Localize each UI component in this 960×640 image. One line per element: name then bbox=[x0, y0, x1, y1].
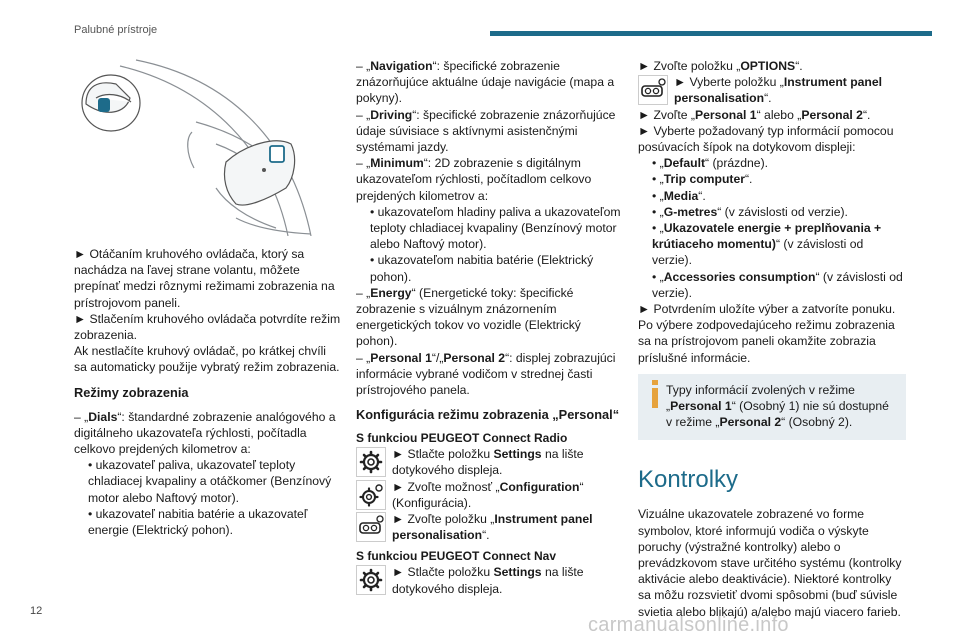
step-settings-nav: ► Stlačte položku Settings na lište dotykového displeja. bbox=[356, 564, 624, 596]
step-instrument-panel: ► Zvoľte položku „Instrument panel personalisation“. bbox=[356, 511, 624, 543]
instruction-press: ► Stlačením kruhového ovládača potvrdíte režim zobrazenia. bbox=[74, 311, 341, 343]
section-heading-modes: Režimy zobrazenia bbox=[74, 384, 189, 400]
info-icon bbox=[650, 380, 660, 408]
step-select-personal: ► Zvoľte „Personal 1“ alebo „Personal 2“. bbox=[638, 107, 871, 122]
mode-personal: – „Personal 1“/„Personal 2“: displej zobrazujúci informácie vybrané vodičom v strednej časti prístrojového panela. bbox=[356, 350, 616, 398]
step-options: ► Zvoľte položku „OPTIONS“. bbox=[638, 59, 803, 73]
list-item: • ukazovateľ nabitia batérie a ukazovateľ energie (Elektrický pohon). bbox=[88, 506, 308, 538]
step-settings-radio: ► Stlačte položku Settings na lište dotykového displeja. bbox=[356, 446, 624, 478]
warning-lights-text: Vizuálne ukazovatele zobrazené vo forme symbolov, ktoré informujú vodiča o výskyte poruchy (výstražné kontrolky) alebo o prevádzkovom stave určitého systému (kontrolky aktivácie alebo deaktivácie). Niektoré kontrolky sa môžu rozsvietiť dvomi spôsobmi (buď súvisle svietia alebo blikajú) a/alebo majú viacero farieb. bbox=[638, 507, 902, 619]
column-2 bbox=[356, 58, 624, 597]
section-heading-personal: Konfigurácia režimu zobrazenia „Personal“ bbox=[356, 407, 620, 423]
note-auto: Ak nestlačíte kruhový ovládač, po krátkej chvíli sa automaticky použije vybratý režim zobrazenia. bbox=[74, 344, 340, 375]
list-item: • ukazovateľ paliva, ukazovateľ teploty chladiacej kvapaliny a otáčkomer (Benzínový motor alebo Naftový motor). bbox=[88, 458, 332, 505]
header-title: Palubné prístroje bbox=[74, 24, 158, 36]
instruction-rotate: ► Otáčaním kruhového ovládača, ktorý sa nachádza na ľavej strane volantu, môžete prepínať medzi rôznymi režimami zobrazenia na prístrojovom paneli. bbox=[74, 247, 335, 310]
note-result: Po výbere zodpovedajúceho režimu zobrazenia sa na prístrojovom paneli okamžite zobrazia príslušné informácie. bbox=[638, 318, 895, 365]
mode-dials: – „Dials“: štandardné zobrazenie analógového a digitálneho ukazovateľa rýchlosti, počítadla celkovo prejdených kilometrov a: bbox=[74, 409, 336, 457]
list-item: • „Accessories consumption“ (v závislosti od verzie). bbox=[652, 269, 903, 300]
list-item: • „Default“ (prázdne). bbox=[652, 156, 769, 171]
header-bar bbox=[490, 31, 932, 36]
step-configuration: ► Zvoľte možnosť „Configuration“ (Konfigurácia). bbox=[356, 479, 624, 511]
info-box: Typy informácií zvolených v režime „Personal 1“ (Osobný 1) nie sú dostupné v režime „Personal 2“ (Osobný 2). bbox=[638, 374, 906, 441]
mode-minimum: – „Minimum“: 2D zobrazenie s digitálnym ukazovateľom rýchlosti, počítadlom celkovo prejdených kilometrov a: bbox=[356, 156, 592, 203]
list-item: • „Media“. bbox=[652, 188, 706, 203]
instrument-panel-icon bbox=[638, 75, 668, 105]
instrument-panel-icon bbox=[356, 512, 386, 542]
list-item: • „Ukazovatele energie + preplňovania + krútiaceho momentu)“ (v závislosti od verzie). bbox=[652, 221, 882, 268]
column-1 bbox=[74, 246, 342, 538]
mode-energy: – „Energy“ (Energetické toky: špecifické zobrazenie s vizuálnym znázornením energetických tokov vo vozidle (Elektrický pohon). bbox=[356, 285, 581, 349]
mode-driving: – „Driving“: špecifické zobrazenie znázorňujúce údaje súvisiace s aktívnymi asistenčnými systémami jazdy. bbox=[356, 107, 616, 155]
gear-icon bbox=[356, 565, 386, 595]
gear-icon bbox=[356, 447, 386, 477]
step-confirm: ► Potvrdením uložíte výber a zatvoríte ponuku. bbox=[638, 302, 896, 317]
list-item: • „G-metres“ (v závislosti od verzie). bbox=[652, 204, 848, 219]
step-instrument-panel-nav: ► Vyberte položku „Instrument panel personalisation“. bbox=[638, 74, 906, 106]
mode-navigation: – „Navigation“: špecifické zobrazenie znázorňujúce aktuálne údaje navigácie (mapa a pokyny). bbox=[356, 59, 615, 106]
list-item: • ukazovateľom nabitia batérie (Elektrický pohon). bbox=[370, 253, 594, 284]
steering-wheel-illustration bbox=[76, 58, 342, 236]
page-number: 12 bbox=[30, 605, 43, 617]
watermark: carmanualsonline.info bbox=[588, 614, 789, 636]
gear-small-icon bbox=[356, 480, 386, 510]
subheading-connect-radio: S funkciou PEUGEOT Connect Radio bbox=[356, 431, 568, 446]
step-select-type: ► Vyberte požadovaný typ informácií pomocou posúvacích šípok na dotykovom displeji: bbox=[638, 123, 894, 155]
list-item: • ukazovateľom hladiny paliva a ukazovateľom teploty chladiacej kvapaliny (Benzínový motor alebo Naftový motor). bbox=[370, 204, 621, 252]
subheading-connect-nav: S funkciou PEUGEOT Connect Nav bbox=[356, 549, 557, 564]
section-heading-warning-lights: Kontrolky bbox=[638, 466, 739, 494]
list-item: • „Trip computer“. bbox=[652, 172, 753, 187]
column-3 bbox=[638, 58, 906, 620]
